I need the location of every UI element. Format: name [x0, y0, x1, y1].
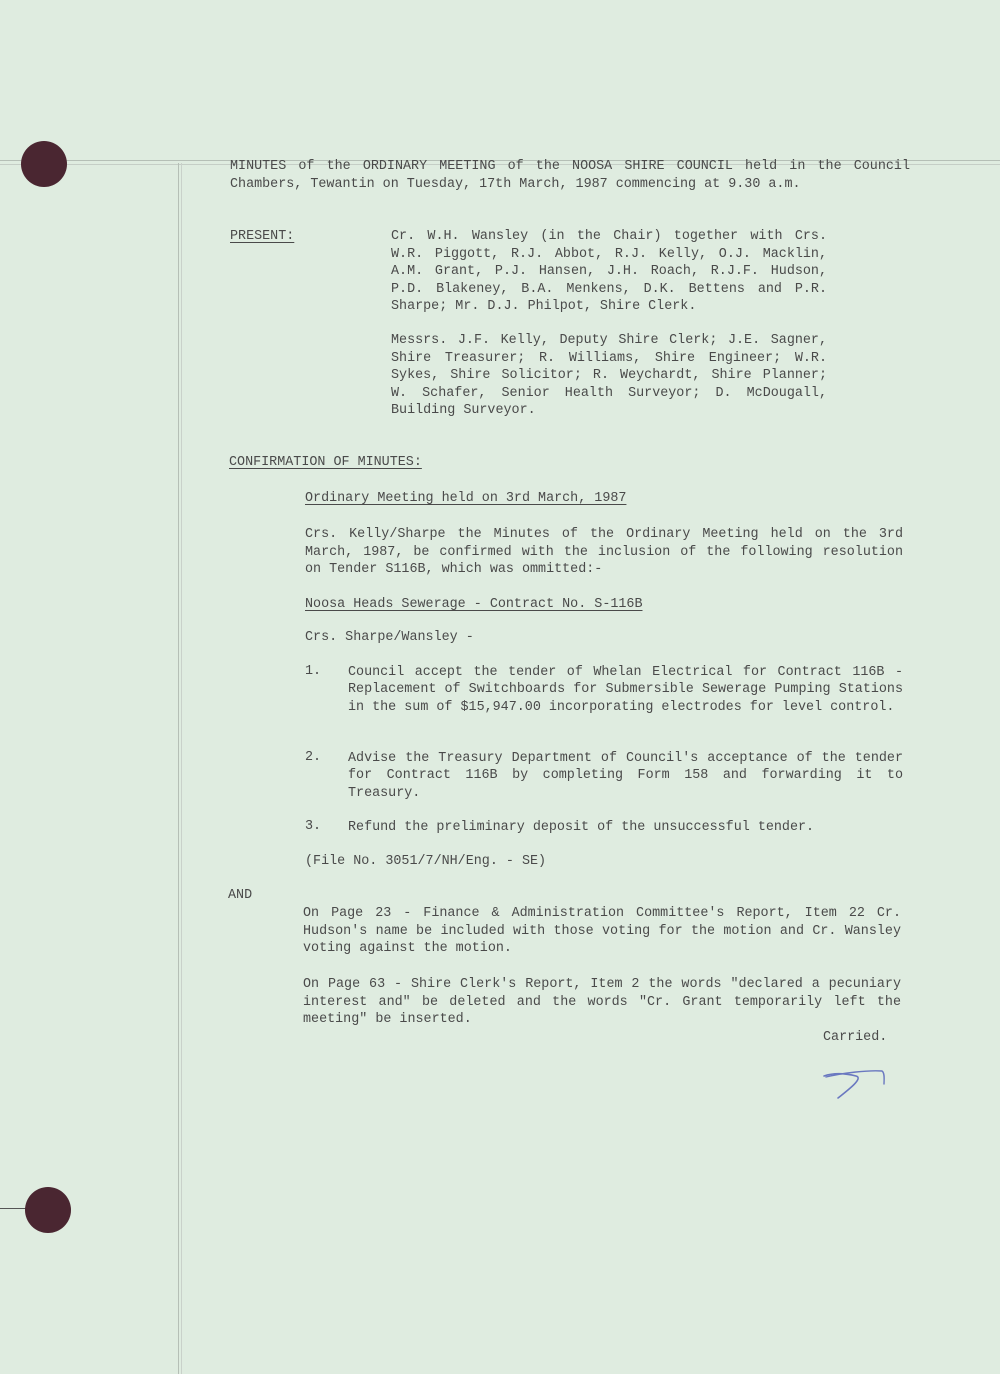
item-number: 2.: [305, 750, 322, 765]
item-text: Advise the Treasury Department of Council's acceptance of the tender for Contract 116B by completing Form 158 and forwarding it to Treasury.: [348, 751, 903, 801]
item-text: Council accept the tender of Whelan Electrical for Contract 116B - Replacement of Switchboards for Submersible Sewerage Pumping Stations in the sum of $15,947.00 incorporating electrodes for level control.: [348, 665, 903, 715]
file-reference: (File No. 3051/7/NH/Eng. - SE): [305, 854, 547, 869]
resolution-movers: Crs. Sharpe/Wansley -: [305, 630, 474, 645]
item-text: Refund the preliminary deposit of the unsuccessful tender.: [348, 820, 815, 835]
carried-label: Carried.: [823, 1030, 888, 1045]
present-label: PRESENT:: [230, 229, 295, 244]
signature-initials-icon: [818, 1068, 898, 1108]
item-number: 3.: [305, 819, 322, 834]
meeting-subheading: Ordinary Meeting held on 3rd March, 1987: [305, 491, 627, 506]
meeting-confirmation-text: Crs. Kelly/Sharpe the Minutes of the Ordinary Meeting held on the 3rd March, 1987, be confirmed with the inclusion of the following resolution on Tender S116B, which was ommitted:-: [305, 527, 903, 578]
present-councillors: Cr. W.H. Wansley (in the Chair) together with Crs. W.R. Piggott, R.J. Abbot, R.J. Kelly, O.J. Macklin, A.M. Grant, P.J. Hansen, J.H. Roach, R.J.F. Hudson, P.D. Blakeney, B.A. Menkens, D.K. Bettens and P.R. Sharpe; Mr. D.J. Philpot, Shire Clerk.: [391, 229, 827, 315]
punch-hole-icon: [21, 141, 67, 187]
confirmation-heading: CONFIRMATION OF MINUTES:: [229, 455, 422, 470]
punch-hole-icon: [25, 1187, 71, 1233]
margin-rule-vertical: [178, 163, 182, 1374]
item-number: 1.: [305, 664, 322, 679]
and-label: AND: [228, 888, 253, 903]
minutes-header: MINUTES of the ORDINARY MEETING of the NOOSA SHIRE COUNCIL held in the Council Chambers, Tewantin on Tuesday, 17th March, 1987 commencing at 9.30 a.m.: [230, 159, 910, 192]
amendment-page-63: On Page 63 - Shire Clerk's Report, Item 2 the words "declared a pecuniary interest and" be deleted and the words "Cr. Grant temporarily left the meeting" be inserted.: [303, 977, 901, 1028]
present-officers: Messrs. J.F. Kelly, Deputy Shire Clerk; J.E. Sagner, Shire Treasurer; R. Williams, Shire Engineer; W.R. Sykes, Shire Solicitor; R. Weychardt, Shire Planner; W. Schafer, Senior Health Surveyor; D. McDougall, Building Surveyor.: [391, 333, 827, 419]
amendment-page-23: On Page 23 - Finance & Administration Committee's Report, Item 22 Cr. Hudson's name be included with those voting for the motion and Cr. Wansley voting against the motion.: [303, 906, 901, 957]
resolution-heading: Noosa Heads Sewerage - Contract No. S-116B: [305, 597, 643, 612]
